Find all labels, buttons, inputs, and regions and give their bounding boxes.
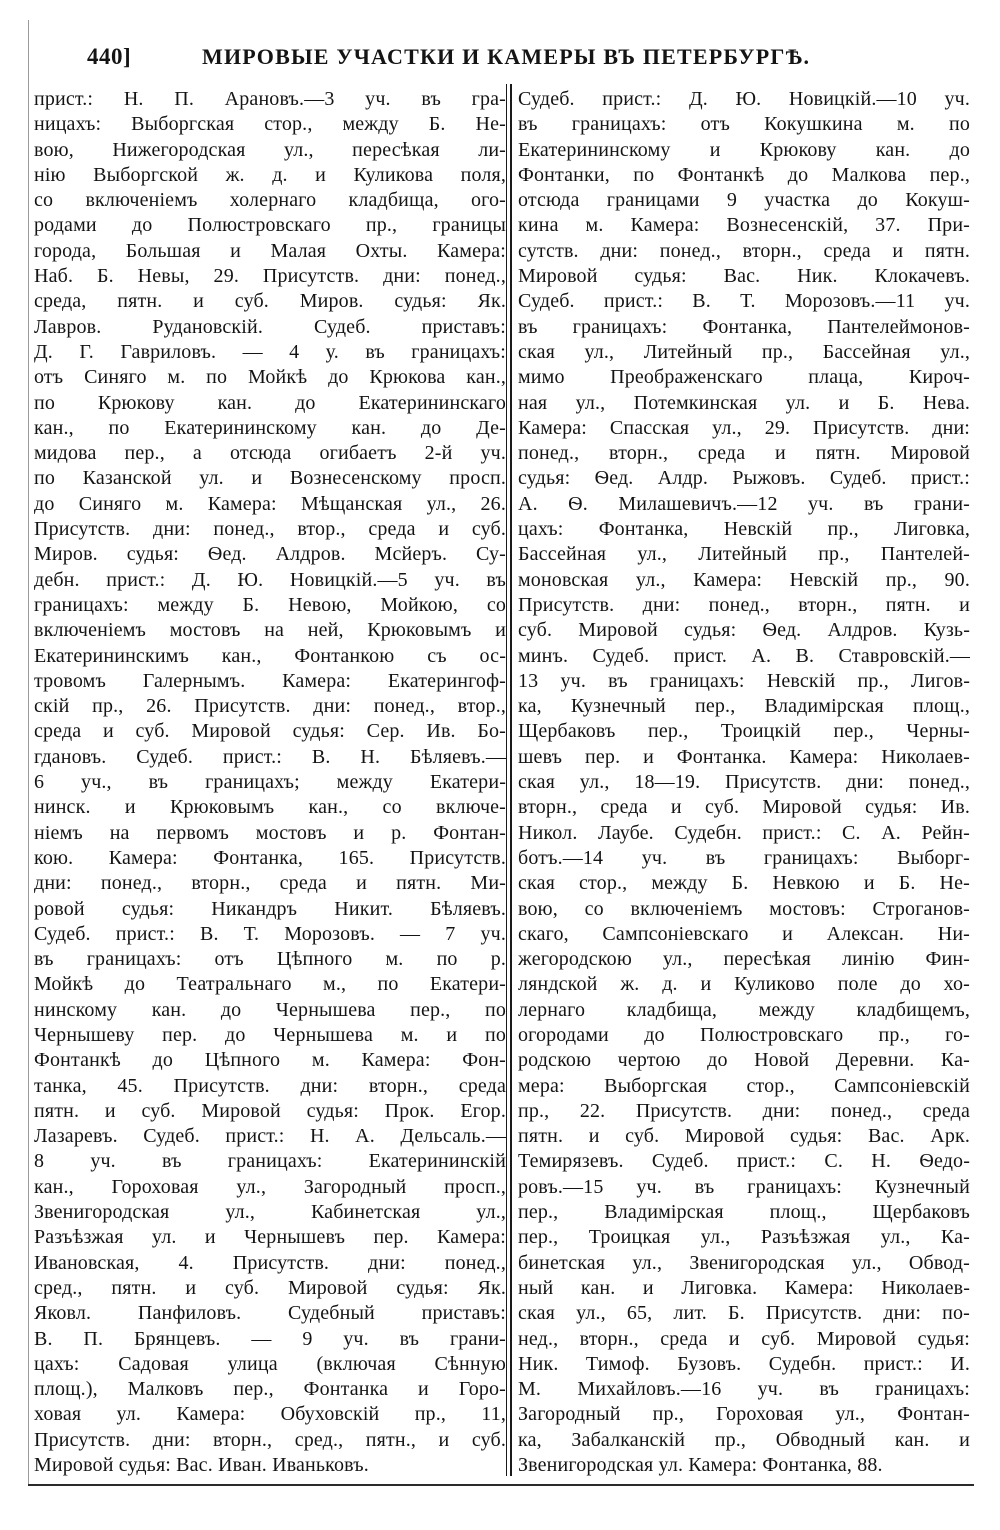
text-line: нед., вторн., среда и суб. Мировой судья: — [518, 1327, 970, 1350]
text-line: по Казанской ул. и Вознесенскому просп. — [34, 467, 506, 490]
text-line: ная ул., Потемкинская ул. и Б. Нева. — [518, 391, 970, 414]
text-line: лернаго кладбища, между кладбищемъ, — [518, 998, 970, 1021]
text-line: вою, со включеніемъ мостовъ: Строганов- — [518, 897, 970, 920]
text-line: Лазаревъ. Судеб. прист.: Н. А. Дельсаль.— — [34, 1125, 506, 1148]
text-line: Звенигородская ул. Камера: Фонтанка, 88. — [518, 1454, 883, 1477]
right-column — [518, 87, 970, 1478]
text-line: шевъ пер. и Фонтанка. Камера: Николаев- — [518, 745, 970, 768]
text-line: бинетская ул., Звенигородская ул., Обвод- — [518, 1251, 970, 1274]
text-line: ровой судья: Никандръ Никит. Бѣляевъ. — [34, 897, 506, 920]
text-line: ботъ.—14 уч. въ границахъ: Выборг- — [518, 846, 970, 869]
text-line: Присутств. дни: понед., втор., среда и суб. — [34, 518, 506, 541]
text-line: до Синяго м. Камера: Мѣщанская ул., 26. — [34, 492, 506, 515]
text-line: Фонтанкѣ до Цѣпного м. Камера: Фон- — [34, 1049, 506, 1072]
text-line: нію Выборгской ж. д. и Куликова поля, — [34, 163, 506, 186]
page-title: МИРОВЫЕ УЧАСТКИ И КАМЕРЫ ВЪ ПЕТЕРБУРГѢ. — [202, 44, 811, 69]
text-line: ляндской ж. д. и Куликово поле до хо- — [518, 973, 970, 996]
text-line: въ границахъ: отъ Цѣпного м. по р. — [34, 948, 506, 971]
text-line: скій пр., 26. Присутств. дни: понед., втор., — [34, 695, 506, 718]
text-line: тровомъ Галернымъ. Камера: Екатерингоф- — [34, 669, 506, 692]
text-line: въ границахъ: Фонтанка, Пантелеймонов- — [518, 315, 970, 338]
text-line: ніемъ на первомъ мостовъ и р. Фонтан- — [34, 821, 506, 844]
text-line: границахъ: между Б. Невою, Мойкою, со — [34, 593, 506, 616]
text-line: Судеб. прист.: Д. Ю. Новицкій.—10 уч. — [518, 88, 970, 110]
text-line: ка, Кузнечный пер., Владимірская площ., — [518, 695, 970, 718]
text-line: вторн., среда и суб. Мировой судья: Ив. — [518, 796, 970, 819]
text-line: судья: Ѳед. Алдр. Рыжовъ. Судеб. прист.: — [518, 467, 970, 490]
text-line: ницахъ: Выборгская стор., между Б. Не- — [34, 113, 506, 136]
text-line: танка, 45. Присутств. дни: вторн., среда — [34, 1074, 506, 1097]
text-line: 6 уч., въ границахъ; между Екатери- — [34, 771, 506, 794]
text-line: Фонтанки, по Фонтанкѣ до Малкова пер., — [518, 163, 970, 186]
text-line: пятн. и суб. Мировой судья: Вас. Арк. — [518, 1125, 970, 1148]
page-edge — [28, 20, 29, 1486]
text-line: жегородскою ул., пересѣкая линію Фин- — [518, 948, 970, 971]
text-line: В. П. Брянцевъ. — 9 уч. въ грани- — [34, 1327, 506, 1350]
text-line: 13 уч. въ границахъ: Невскій пр., Лигов- — [518, 669, 970, 692]
text-line: кою. Камера: Фонтанка, 165. Присутств. — [34, 846, 506, 869]
text-line: Разъѣзжая ул. и Чернышевъ пер. Камера: — [34, 1226, 506, 1249]
bottom-rule — [28, 1484, 974, 1486]
text-line: Звенигородская ул., Кабинетская ул., — [34, 1201, 506, 1224]
text-line: Присутств. дни: понед., вторн., пятн. и — [518, 593, 970, 616]
left-column — [34, 87, 506, 1478]
text-line: ская ул., Литейный пр., Бассейная ул., — [518, 340, 970, 363]
text-line: пер., Владимірская площ., Щербаковъ — [518, 1201, 970, 1224]
text-line: ховая ул. Камера: Обуховскій пр., 11, — [34, 1403, 506, 1426]
text-line: отъ Синяго м. по Мойкѣ до Крюкова кан., — [34, 366, 506, 389]
text-line: Судеб. прист.: В. Т. Морозовъ. — 7 уч. — [34, 922, 506, 945]
text-line: ская ул., 18—19. Присутств. дни: понед., — [518, 771, 970, 794]
text-line: сутств. дни: понед., вторн., среда и пятн. — [518, 239, 970, 262]
text-line: мера: Выборгская стор., Сампсоніевскій — [518, 1074, 970, 1097]
text-line: включеніемъ мостовъ на ней, Крюковымъ и — [34, 619, 506, 642]
text-line: моновская ул., Камера: Невскій пр., 90. — [518, 568, 970, 591]
text-line: Судеб. прист.: В. Т. Морозовъ.—11 уч. — [518, 290, 970, 313]
column-rule-thin — [506, 84, 507, 1476]
text-line: среда, пятн. и суб. Миров. судья: Як. — [34, 290, 506, 313]
text-line: Екатерининскимъ кан., Фонтанкою съ ос- — [34, 644, 506, 667]
text-line: Д. Г. Гавриловъ. — 4 у. въ границахъ: — [34, 340, 506, 363]
text-line: города, Большая и Малая Охты. Камера: — [34, 239, 506, 262]
text-line: въ границахъ: отъ Кокушкина м. по — [518, 113, 970, 136]
text-line: кан., Гороховая ул., Загородный просп., — [34, 1175, 506, 1198]
text-line: родами до Полюстровскаго пр., границы — [34, 214, 506, 237]
text-line: цахъ: Садовая улица (включая Сѣнную — [34, 1352, 506, 1375]
text-line: Мировой судья: Вас. Иван. Иваньковъ. — [34, 1454, 369, 1477]
text-line: дебн. прист.: Д. Ю. Новицкій.—5 уч. въ — [34, 568, 506, 591]
text-line: Лавров. Рудановскій. Судеб. приставъ: — [34, 315, 506, 338]
text-line: Ник. Тимоф. Бузовъ. Судебн. прист.: И. — [518, 1352, 970, 1375]
text-line: пер., Троицкая ул., Разъѣзжая ул., Ка- — [518, 1226, 970, 1249]
text-line: ка, Забалканскій пр., Обводный кан. и — [518, 1428, 970, 1451]
text-line: ный кан. и Лиговка. Камера: Николаев- — [518, 1276, 970, 1299]
text-line: А. Ѳ. Милашевичъ.—12 уч. въ грани- — [518, 492, 970, 515]
text-line: сред., пятн. и суб. Мировой судья: Як. — [34, 1276, 506, 1299]
text-line: площ.), Малковъ пер., Фонтанка и Горо- — [34, 1378, 506, 1401]
text-line: Мойкѣ до Театральнаго м., по Екатери- — [34, 973, 506, 996]
text-line: вою, Нижегородская ул., пересѣкая ли- — [34, 138, 506, 161]
text-line: Мировой судья: Вас. Ник. Клокачевъ. — [518, 265, 970, 288]
text-line: родскою чертою до Новой Деревни. Ка- — [518, 1049, 970, 1072]
text-line: ская ул., 65, лит. Б. Присутств. дни: по- — [518, 1302, 970, 1325]
text-line: суб. Мировой судья: Ѳед. Алдров. Кузь- — [518, 619, 970, 642]
text-line: Ивановская, 4. Присутств. дни: понед., — [34, 1251, 506, 1274]
text-line: огородами до Полюстровскаго пр., го- — [518, 1023, 970, 1046]
text-line: минъ. Судеб. прист. А. В. Ставровскій.— — [518, 644, 970, 667]
text-line: цахъ: Фонтанка, Невскій пр., Лиговка, — [518, 518, 970, 541]
text-line: кан., по Екатерининскому кан. до Де- — [34, 416, 506, 439]
text-line: мидова пер., а отсюда огибаетъ 2-й уч. — [34, 442, 506, 465]
text-line: гдановъ. Судеб. прист.: В. Н. Бѣляевъ.— — [34, 745, 506, 768]
text-line: ровъ.—15 уч. въ границахъ: Кузнечный — [518, 1175, 970, 1198]
text-line: дни: понед., вторн., среда и пятн. Ми- — [34, 872, 506, 895]
text-line: по Крюкову кан. до Екатерининскаго — [34, 391, 506, 414]
text-line: среда и суб. Мировой судья: Сер. Ив. Бо- — [34, 720, 506, 743]
text-line: Яковл. Панфиловъ. Судебный приставъ: — [34, 1302, 506, 1325]
text-line: пр., 22. Присутств. дни: понед., среда — [518, 1099, 970, 1122]
text-line: пятн. и суб. Мировой судья: Прок. Егор. — [34, 1099, 506, 1122]
text-line: Чернышеву пер. до Чернышева м. и по — [34, 1023, 506, 1046]
text-line: ская стор., между Б. Невкою и Б. Не- — [518, 872, 970, 895]
text-line: отсюда границами 9 участка до Кокуш- — [518, 189, 970, 212]
text-line: Камера: Спасская ул., 29. Присутств. дни: — [518, 416, 970, 439]
text-line: Екатерининскому и Крюкову кан. до — [518, 138, 970, 161]
page-number: 440] — [87, 44, 132, 69]
text-line: 8 уч. въ границахъ: Екатерининскій — [34, 1150, 506, 1173]
text-line: кина м. Камера: Вознесенскій, 37. При- — [518, 214, 970, 237]
running-header — [32, 32, 968, 72]
text-line: Присутств. дни: вторн., сред., пятн., и суб. — [34, 1428, 506, 1451]
text-line: Бассейная ул., Литейный пр., Пантелей- — [518, 543, 970, 566]
text-line: Загородный пр., Гороховая ул., Фонтан- — [518, 1403, 970, 1426]
text-line: Миров. судья: Ѳед. Алдров. Мсйеръ. Су- — [34, 543, 506, 566]
text-line: нинскому кан. до Чернышева пер., по — [34, 998, 506, 1021]
column-rule — [510, 84, 512, 1476]
text-line: Темирязевъ. Судеб. прист.: С. Н. Ѳедо- — [518, 1150, 970, 1173]
text-line: скаго, Сампсоніевскаго и Алексан. Ни- — [518, 922, 970, 945]
text-line: Наб. Б. Невы, 29. Присутств. дни: понед., — [34, 265, 506, 288]
text-line: нинск. и Крюковымъ кан., со включе- — [34, 796, 506, 819]
text-line: со включеніемъ холернаго кладбища, ого- — [34, 189, 506, 212]
text-line: понед., вторн., среда и пятн. Мировой — [518, 442, 970, 465]
text-line: Никол. Лаубе. Судебн. прист.: С. А. Рейн- — [518, 821, 970, 844]
text-line: М. Михайловъ.—16 уч. въ границахъ: — [518, 1378, 970, 1401]
text-line: мимо Преображенскаго плаца, Кироч- — [518, 366, 970, 389]
text-line: Щербаковъ пер., Троицкій пер., Черны- — [518, 720, 970, 743]
text-line: прист.: Н. П. Арановъ.—3 уч. въ гра- — [34, 88, 506, 110]
